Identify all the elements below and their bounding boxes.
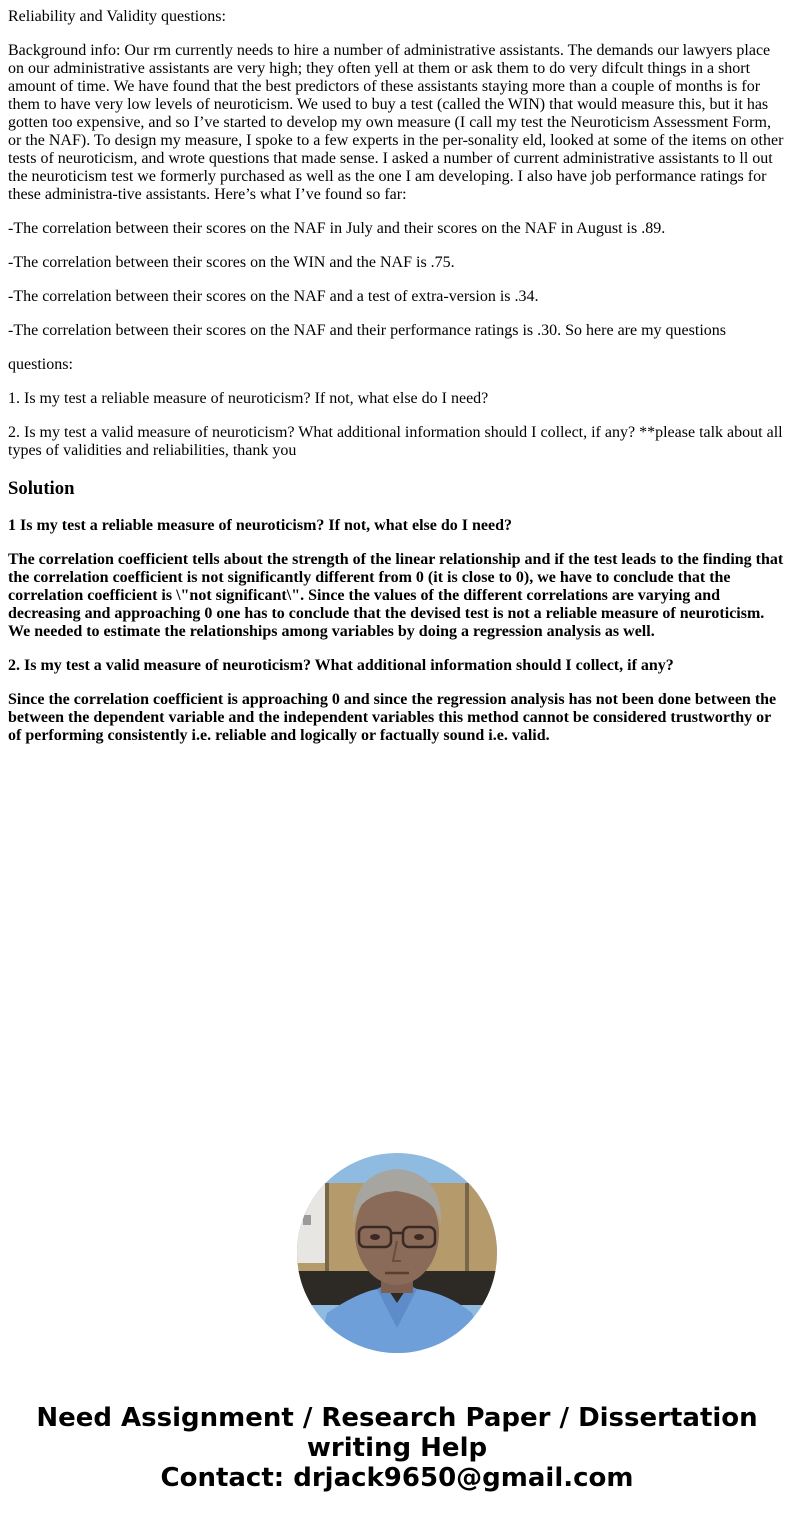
avatar xyxy=(297,1153,497,1353)
contact-banner xyxy=(0,1403,794,1493)
solution-q2-heading: 2. Is my test a valid measure of neuroticism? What additional information should I collect, if any? xyxy=(8,657,674,674)
solution-q1-heading: 1 Is my test a reliable measure of neuroticism? If not, what else do I need? xyxy=(8,517,512,534)
document-body xyxy=(0,0,794,745)
questions-label: questions: xyxy=(8,356,73,373)
solution-q1-answer: The correlation coefficient tells about the strength of the linear relationship and if the test leads to the finding that the correlation coefficient is not significantly different from 0 (it is close to 0), we have to conclude that the correlation coefficient is \"not significant\". Since the values of the different correlations are varying and decreasing and approaching 0 one has to conclude that the devised test is not a reliable measure of neuroticism. We needed to estimate the relationships among variables by doing a regression analysis as well. xyxy=(8,551,784,640)
solution-heading: Solution xyxy=(8,478,75,499)
banner-line-2: writing Help xyxy=(306,1433,488,1463)
question-2: 2. Is my test a valid measure of neuroticism? What additional information should I collect, if any? **please talk about all types of validities and reliabilities, thank you xyxy=(8,424,783,459)
finding-1: -The correlation between their scores on the NAF in July and their scores on the NAF in August is .89. xyxy=(8,220,666,237)
background-paragraph: Background info: Our rm currently needs to hire a number of administrative assistants. The demands our lawyers place on our administrative assistants are very high; they often yell at them or ask them to do very difcult things in a short amount of time. We have found that the best predictors of these assistants staying more than a couple of months is for them to have very low levels of neuroticism. We used to buy a test (called the WIN) that would measure this, but it has gotten too expensive, and so I’ve started to develop my own measure (I call my test the Neuroticism Assessment Form, or the NAF). To design my measure, I spoke to a few experts in the per-sonality eld, looked at some of the items on other tests of neuroticism, and wrote questions that made sense. I asked a number of current administrative assistants to ll out the neuroticism test we formerly purchased as well as the one I am developing. I also have job performance ratings for these administra-tive assistants. Here’s what I’ve found so far: xyxy=(8,42,784,203)
banner-line-1: Need Assignment / Research Paper / Dissertation xyxy=(36,1403,758,1433)
finding-4: -The correlation between their scores on the NAF and their performance ratings is .30. So here are my questions xyxy=(8,322,726,339)
finding-2: -The correlation between their scores on the WIN and the NAF is .75. xyxy=(8,254,455,271)
solution-q2-answer: Since the correlation coefficient is approaching 0 and since the regression analysis has not been done between the between the dependent variable and the independent variables this method cannot be considered trustworthy or of performing consistently i.e. reliable and logically or factually sound i.e. valid. xyxy=(8,691,777,744)
avatar-portrait-icon xyxy=(297,1153,497,1353)
banner-contact-email: Contact: drjack9650@gmail.com xyxy=(160,1463,634,1493)
question-1: 1. Is my test a reliable measure of neuroticism? If not, what else do I need? xyxy=(8,390,489,407)
question-title: Reliability and Validity questions: xyxy=(8,8,226,25)
finding-3: -The correlation between their scores on the NAF and a test of extra-version is .34. xyxy=(8,288,539,305)
